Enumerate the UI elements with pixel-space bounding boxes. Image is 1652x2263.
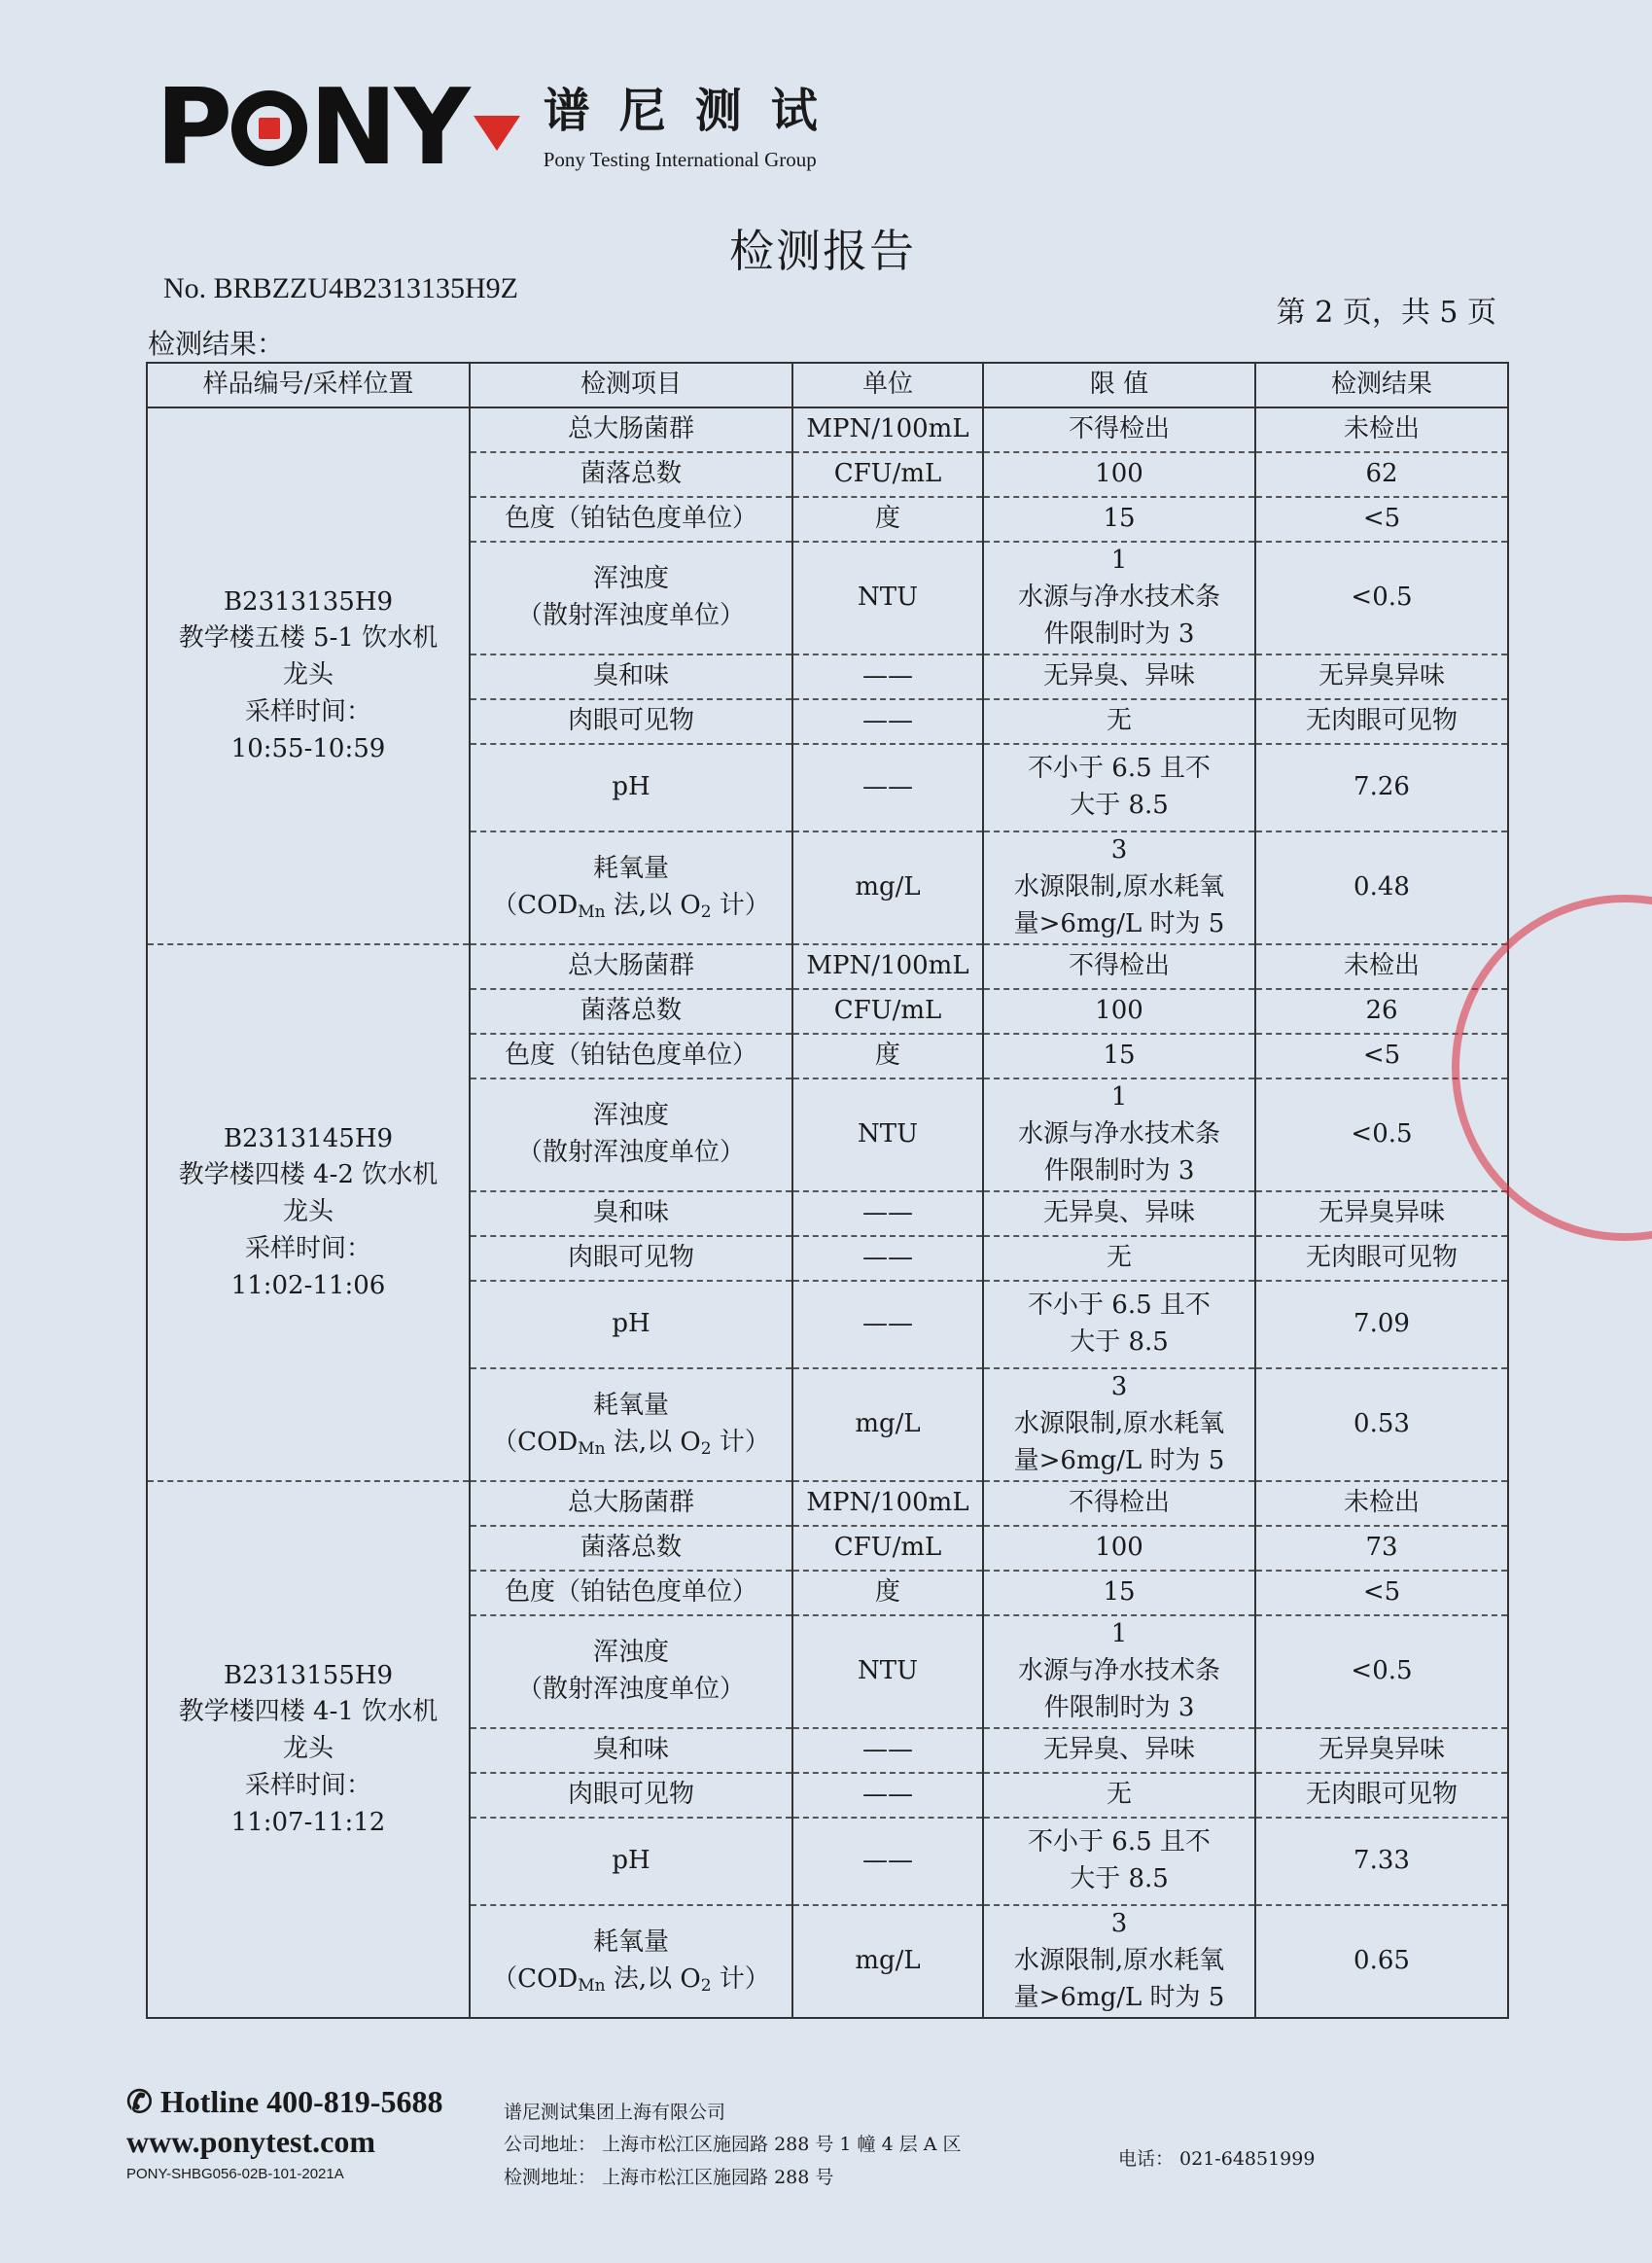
item-cell (470, 542, 792, 654)
limit-cell (983, 1368, 1255, 1481)
item-text (476, 1425, 786, 1462)
item-cell: pH (470, 744, 792, 831)
limit-cell: 无 (983, 1236, 1255, 1281)
table-row (147, 407, 1508, 452)
limit-cell (983, 542, 1255, 654)
cod-subscript: 2 (700, 902, 712, 922)
limit-text: 3 (1110, 835, 1128, 866)
limit-text: 不小于 6.5 且不 (1028, 754, 1211, 784)
item-text: 耗氧量 (592, 854, 669, 884)
result-cell: <0.5 (1255, 1078, 1508, 1191)
result-cell: 无异臭异味 (1255, 1191, 1508, 1236)
cod-text: 计） (711, 1964, 770, 1994)
limit-cell: 不得检出 (983, 1481, 1255, 1526)
item-cell: 总大肠菌群 (470, 407, 792, 452)
unit-cell: NTU (792, 1078, 983, 1191)
sample-location-cont: 龙头 (282, 1734, 334, 1764)
item-text: （散射浑浊度单位） (516, 1675, 745, 1704)
unit-cell: —— (792, 1236, 983, 1281)
sample-location: 教学楼四楼 4-1 饮水机 (178, 1697, 439, 1727)
unit-cell: CFU/mL (792, 989, 983, 1034)
sample-time-label: 采样时间： (244, 696, 371, 726)
limit-text: 水源限制,原水耗氧 (1013, 1946, 1225, 1976)
result-cell: 0.48 (1255, 831, 1508, 944)
company-phone: 电话： 021-64851999 (1118, 2148, 1316, 2170)
limit-cell: 无异臭、异味 (983, 654, 1255, 699)
limit-text: 3 (1110, 1909, 1128, 1939)
unit-cell: MPN/100mL (792, 1481, 983, 1526)
item-cell (470, 1368, 792, 1481)
result-cell: <5 (1255, 1571, 1508, 1615)
sample-info-cell (147, 407, 470, 944)
limit-cell: 100 (983, 452, 1255, 497)
item-cell (470, 1078, 792, 1191)
result-cell: 26 (1255, 989, 1508, 1034)
limit-text: 大于 8.5 (1070, 1864, 1169, 1893)
col-header-item: 检测项目 (470, 363, 792, 407)
result-cell: 无肉眼可见物 (1255, 1773, 1508, 1818)
limit-text: 水源限制,原水耗氧 (1013, 1409, 1225, 1439)
limit-cell (983, 1281, 1255, 1368)
result-cell: 7.26 (1255, 744, 1508, 831)
unit-cell: —— (792, 1728, 983, 1773)
result-cell: 无异臭异味 (1255, 654, 1508, 699)
limit-text: 1 (1110, 1082, 1128, 1113)
table-row (147, 944, 1508, 989)
sample-location-cont: 龙头 (282, 660, 334, 690)
limit-text: 1 (1110, 1619, 1128, 1649)
unit-cell: CFU/mL (792, 1526, 983, 1571)
pony-logo (156, 67, 847, 189)
cod-subscript: Mn (578, 902, 606, 922)
sample-code: B2313155H9 (223, 1660, 394, 1690)
limit-text: 量>6mg/L 时为 5 (1013, 1445, 1225, 1475)
unit-cell: MPN/100mL (792, 407, 983, 452)
limit-text: 1 (1110, 546, 1128, 576)
unit-cell: —— (792, 744, 983, 831)
result-cell: 无肉眼可见物 (1255, 699, 1508, 744)
sample-code: B2313135H9 (223, 586, 394, 617)
unit-cell: —— (792, 699, 983, 744)
unit-cell: CFU/mL (792, 452, 983, 497)
cod-subscript: Mn (578, 1976, 606, 1996)
limit-text: 量>6mg/L 时为 5 (1013, 908, 1225, 938)
report-number: No. BRBZZU4B2313135H9Z (163, 272, 519, 304)
unit-cell: 度 (792, 1034, 983, 1078)
limit-text: 不小于 6.5 且不 (1028, 1827, 1211, 1857)
sample-location: 教学楼五楼 5-1 饮水机 (178, 623, 439, 654)
limit-cell: 无异臭、异味 (983, 1191, 1255, 1236)
unit-cell: mg/L (792, 1905, 983, 2018)
item-cell: 肉眼可见物 (470, 1236, 792, 1281)
result-cell: <0.5 (1255, 542, 1508, 654)
item-text: 浑浊度 (592, 1638, 669, 1668)
limit-text: 不小于 6.5 且不 (1028, 1291, 1211, 1321)
limit-text: 件限制时为 3 (1043, 1155, 1195, 1185)
result-cell: <5 (1255, 1034, 1508, 1078)
limit-text: 水源与净水技术条 (1017, 1119, 1220, 1149)
unit-cell: MPN/100mL (792, 944, 983, 989)
sample-location-cont: 龙头 (282, 1197, 334, 1227)
result-cell: 7.09 (1255, 1281, 1508, 1368)
result-cell: 未检出 (1255, 407, 1508, 452)
limit-cell (983, 1818, 1255, 1905)
limit-cell: 100 (983, 989, 1255, 1034)
unit-cell: —— (792, 1773, 983, 1818)
result-cell: 0.53 (1255, 1368, 1508, 1481)
unit-cell: —— (792, 1818, 983, 1905)
limit-text: 水源与净水技术条 (1017, 1656, 1220, 1686)
col-header-result: 检测结果 (1255, 363, 1508, 407)
unit-cell: —— (792, 654, 983, 699)
unit-cell: 度 (792, 1571, 983, 1615)
limit-text: 水源与净水技术条 (1017, 583, 1220, 613)
cod-text: 法,以 O (605, 1428, 701, 1457)
cod-text: 法,以 O (605, 891, 701, 920)
limit-text: 件限制时为 3 (1043, 1692, 1195, 1722)
limit-text: 大于 8.5 (1070, 1327, 1169, 1357)
cod-text: （COD (492, 1428, 579, 1457)
item-text (476, 1962, 786, 1998)
company-address: 公司地址： 上海市松江区施园路 288 号 1 幢 4 层 A 区 (504, 2134, 962, 2156)
item-text: 浑浊度 (592, 1101, 669, 1131)
limit-text: 大于 8.5 (1070, 791, 1169, 820)
result-cell: 7.33 (1255, 1818, 1508, 1905)
item-text (476, 888, 786, 925)
item-cell: 总大肠菌群 (470, 1481, 792, 1526)
sample-time-label: 采样时间： (244, 1233, 371, 1263)
form-code: PONY-SHBG056-02B-101-2021A (126, 2166, 344, 2182)
unit-cell: —— (792, 1191, 983, 1236)
col-header-limit: 限 值 (983, 363, 1255, 407)
item-cell: 菌落总数 (470, 452, 792, 497)
item-cell: 总大肠菌群 (470, 944, 792, 989)
logo-wordmark: P NY (156, 76, 520, 181)
limit-text: 3 (1110, 1372, 1128, 1402)
sample-info-cell (147, 1481, 470, 2018)
cod-subscript: 2 (700, 1439, 712, 1459)
item-cell: 色度（铂钴色度单位） (470, 497, 792, 542)
limit-cell: 15 (983, 1571, 1255, 1615)
result-cell: 未检出 (1255, 944, 1508, 989)
result-cell: 无异臭异味 (1255, 1728, 1508, 1773)
hotline-text: Hotline 400-819-5688 (159, 2084, 443, 2119)
result-cell: 未检出 (1255, 1481, 1508, 1526)
item-text: （散射浑浊度单位） (516, 601, 745, 630)
item-text: 浑浊度 (592, 564, 669, 594)
report-title: 检测报告 (729, 225, 916, 277)
result-cell: <0.5 (1255, 1615, 1508, 1728)
results-table (146, 362, 1509, 2019)
item-cell (470, 831, 792, 944)
sample-info-cell (147, 944, 470, 1481)
item-text: （散射浑浊度单位） (516, 1138, 745, 1167)
unit-cell: —— (792, 1281, 983, 1368)
cod-subscript: 2 (700, 1976, 712, 1996)
col-header-sample: 样品编号/采样位置 (147, 363, 470, 407)
test-address: 检测地址： 上海市松江区施园路 288 号 (504, 2166, 834, 2188)
phone-icon: ✆ (126, 2084, 153, 2119)
limit-text: 件限制时为 3 (1043, 619, 1195, 649)
item-cell: 菌落总数 (470, 1526, 792, 1571)
result-cell: 62 (1255, 452, 1508, 497)
sample-time: 11:02-11:06 (230, 1270, 386, 1300)
item-cell: 色度（铂钴色度单位） (470, 1034, 792, 1078)
limit-cell (983, 831, 1255, 944)
unit-cell: NTU (792, 1615, 983, 1728)
website-link[interactable]: www.ponytest.com (126, 2124, 375, 2159)
limit-cell: 不得检出 (983, 407, 1255, 452)
item-text: 耗氧量 (592, 1927, 669, 1958)
cod-text: （COD (492, 891, 579, 920)
item-text: 耗氧量 (592, 1391, 669, 1421)
limit-cell (983, 1905, 1255, 2018)
sample-code: B2313145H9 (223, 1123, 394, 1153)
limit-cell: 100 (983, 1526, 1255, 1571)
logo-chinese-name: 谱尼测试 (543, 84, 847, 138)
sample-time: 11:07-11:12 (230, 1807, 386, 1837)
col-header-unit: 单位 (792, 363, 983, 407)
footer-contact (126, 2083, 442, 2182)
item-cell: 菌落总数 (470, 989, 792, 1034)
logo-english-name: Pony Testing International Group (543, 148, 817, 171)
item-cell (470, 1615, 792, 1728)
cod-text: 法,以 O (605, 1964, 701, 1994)
limit-cell: 无 (983, 699, 1255, 744)
unit-cell: 度 (792, 497, 983, 542)
cod-subscript: Mn (578, 1439, 606, 1459)
limit-cell (983, 744, 1255, 831)
item-cell: 色度（铂钴色度单位） (470, 1571, 792, 1615)
limit-cell: 无 (983, 1773, 1255, 1818)
hotline (126, 2083, 442, 2120)
limit-cell: 15 (983, 1034, 1255, 1078)
sample-time-label: 采样时间： (244, 1770, 371, 1800)
limit-cell: 15 (983, 497, 1255, 542)
limit-cell: 不得检出 (983, 944, 1255, 989)
cod-text: 计） (711, 891, 770, 920)
results-label: 检测结果： (148, 328, 285, 360)
limit-cell (983, 1615, 1255, 1728)
item-cell: 臭和味 (470, 1191, 792, 1236)
item-cell: 臭和味 (470, 654, 792, 699)
table-row (147, 1481, 1508, 1526)
item-cell: pH (470, 1281, 792, 1368)
limit-cell (983, 1078, 1255, 1191)
footer-company (504, 2097, 962, 2194)
limit-text: 水源限制,原水耗氧 (1013, 872, 1225, 902)
unit-cell: mg/L (792, 1368, 983, 1481)
page-indicator: 第 2 页，共 5 页 (1276, 296, 1496, 330)
unit-cell: NTU (792, 542, 983, 654)
result-cell: <5 (1255, 497, 1508, 542)
sample-time: 10:55-10:59 (230, 733, 386, 763)
company-name: 谱尼测试集团上海有限公司 (504, 2102, 726, 2123)
cod-text: 计） (711, 1428, 770, 1457)
item-cell: pH (470, 1818, 792, 1905)
unit-cell: mg/L (792, 831, 983, 944)
limit-cell: 无异臭、异味 (983, 1728, 1255, 1773)
limit-text: 量>6mg/L 时为 5 (1013, 1982, 1225, 2012)
item-cell: 肉眼可见物 (470, 699, 792, 744)
sample-location: 教学楼四楼 4-2 饮水机 (178, 1160, 439, 1190)
result-cell: 0.65 (1255, 1905, 1508, 2018)
result-cell: 73 (1255, 1526, 1508, 1571)
item-cell: 臭和味 (470, 1728, 792, 1773)
cod-text: （COD (492, 1964, 579, 1994)
item-cell (470, 1905, 792, 2018)
item-cell: 肉眼可见物 (470, 1773, 792, 1818)
result-cell: 无肉眼可见物 (1255, 1236, 1508, 1281)
table-header-row (147, 363, 1508, 407)
